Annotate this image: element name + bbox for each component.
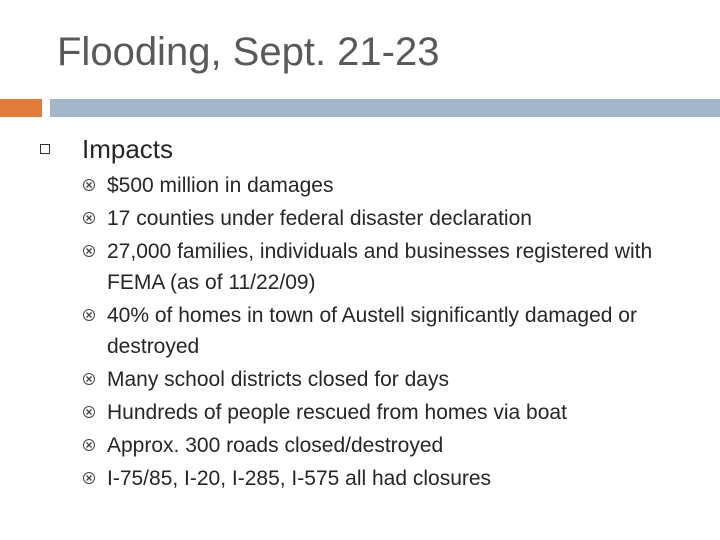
circled-x-bullet-icon (83, 406, 95, 418)
title-divider-bar (50, 99, 720, 117)
slide-title: Flooding, Sept. 21-23 (57, 30, 440, 74)
list-item-text: Many school districts closed for days (107, 368, 449, 391)
list-item (0, 395, 720, 428)
circled-x-bullet-icon (83, 373, 95, 385)
list-item-text: 17 counties under federal disaster declaration (107, 207, 532, 230)
list-item-text: 27,000 families, individuals and businesses registered with FEMA (as of 11/22/09) (107, 240, 653, 294)
list-item (0, 362, 720, 395)
list-item (0, 234, 720, 298)
circled-x-bullet-icon (83, 245, 95, 257)
circled-x-bullet-icon (83, 472, 95, 484)
list-item-text: Approx. 300 roads closed/destroyed (107, 434, 444, 457)
list-item-text: I-75/85, I-20, I-285, I-575 all had closures (107, 467, 492, 490)
list-item-text: $500 million in damages (107, 174, 334, 197)
circled-x-bullet-icon (83, 179, 95, 191)
list-item (0, 298, 720, 362)
list-item (0, 201, 720, 234)
circled-x-bullet-icon (83, 309, 95, 321)
list-item (0, 428, 720, 461)
title-accent-bar (0, 99, 42, 117)
circled-x-bullet-icon (83, 439, 95, 451)
circled-x-bullet-icon (83, 212, 95, 224)
impact-list (0, 168, 720, 494)
list-item-text: Hundreds of people rescued from homes via boat (107, 401, 567, 424)
section-heading: Impacts (82, 134, 174, 164)
square-bullet-icon (40, 144, 50, 154)
list-item (0, 168, 720, 201)
list-item (0, 461, 720, 494)
list-item-text: 40% of homes in town of Austell significantly damaged or destroyed (107, 304, 637, 358)
